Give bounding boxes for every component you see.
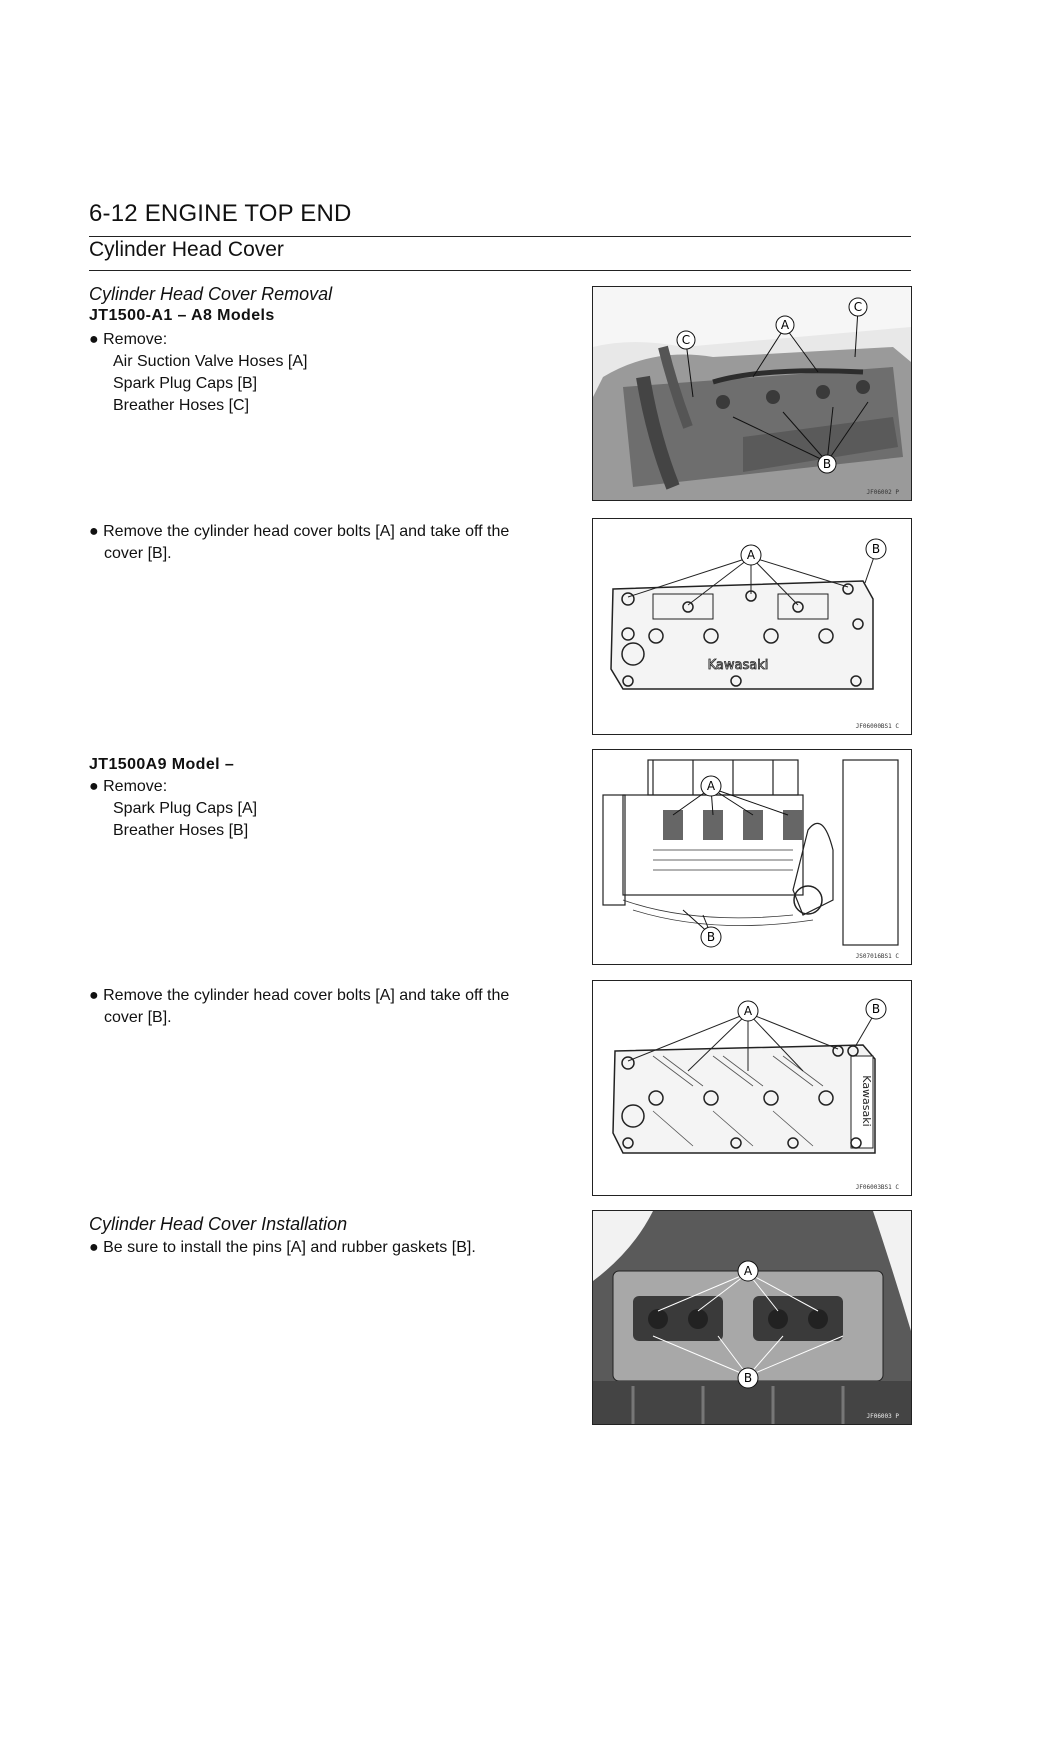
step1-item: Spark Plug Caps [B]	[113, 375, 258, 392]
figure-engine-drawing-a9	[592, 749, 912, 965]
fig3-label-b: B	[706, 930, 716, 944]
model-b-line: JT1500A9 Model –	[89, 756, 235, 773]
install-bullet-text: Be sure to install the pins [A] and rubber gaskets [B].	[103, 1239, 476, 1256]
removal-heading: Cylinder Head Cover Removal	[89, 284, 333, 304]
fig5-label-b: B	[743, 1371, 753, 1385]
step4-line1-text: Remove the cylinder head cover bolts [A] and take off the	[103, 987, 510, 1004]
installation-heading: Cylinder Head Cover Installation	[89, 1214, 348, 1234]
fig1-label-c-right: C	[853, 300, 863, 314]
fig1-label-b: B	[822, 457, 832, 471]
cover-bolts-2-illustration	[593, 981, 911, 1195]
section-rule	[89, 270, 911, 271]
removal-step3	[89, 776, 579, 842]
fig2-label-a: A	[746, 548, 756, 562]
figure-cover-bolts-1	[592, 518, 912, 735]
engine-photo-1-illustration	[593, 287, 911, 500]
fig2-logo: Kawasaki	[707, 658, 769, 673]
installation-photo-illustration	[593, 1211, 911, 1424]
step4-line1: ● Remove the cylinder head cover bolts [A] and take off the	[89, 987, 510, 1004]
step2-line2: cover [B].	[104, 545, 172, 562]
fig5-code: JF06003 P	[866, 1413, 899, 1420]
installation-step1	[89, 1237, 589, 1259]
step3-bullet: ● Remove:	[89, 778, 168, 795]
step1-item: Air Suction Valve Hoses [A]	[113, 353, 308, 370]
removal-step1	[89, 329, 579, 417]
step3-item: Breather Hoses [B]	[113, 822, 249, 839]
fig4-label-b: B	[871, 1002, 881, 1016]
model-a-line: JT1500-A1 – A8 Models	[89, 307, 275, 324]
removal-step4	[89, 985, 589, 1029]
fig1-code: JF06002 P	[866, 489, 899, 496]
section-title: Cylinder Head Cover	[89, 238, 284, 261]
step2-line1-text: Remove the cylinder head cover bolts [A] and take off the	[103, 523, 510, 540]
fig4-code: JF06003BS1 C	[855, 1184, 899, 1191]
engine-drawing-a9-illustration	[593, 750, 911, 964]
fig2-code: JF06000BS1 C	[855, 723, 899, 730]
step3-bullet-text: Remove:	[103, 778, 168, 795]
fig1-label-c-left: C	[681, 333, 691, 347]
step4-line2: cover [B].	[104, 1009, 172, 1026]
step1-bullet-text: Remove:	[103, 331, 168, 348]
step2-line1: ● Remove the cylinder head cover bolts [A] and take off the	[89, 523, 510, 540]
fig3-code: JS07016BS1 C	[855, 953, 899, 960]
fig4-logo: Kawasaki	[860, 1075, 873, 1127]
install-bullet: ● Be sure to install the pins [A] and rubber gaskets [B].	[89, 1239, 476, 1256]
figure-cover-bolts-2	[592, 980, 912, 1196]
fig2-label-b: B	[871, 542, 881, 556]
fig5-label-a: A	[743, 1264, 753, 1278]
page-header: 6-12 ENGINE TOP END	[89, 200, 352, 227]
fig3-label-a: A	[706, 779, 716, 793]
cover-bolts-1-illustration	[593, 519, 911, 734]
step1-item: Breather Hoses [C]	[113, 397, 250, 414]
step3-item: Spark Plug Caps [A]	[113, 800, 258, 817]
step1-bullet: ● Remove:	[89, 331, 168, 348]
figure-installation-photo	[592, 1210, 912, 1425]
fig4-label-a: A	[743, 1004, 753, 1018]
header-rule	[89, 236, 911, 237]
fig1-label-a: A	[780, 318, 790, 332]
removal-step2	[89, 521, 589, 565]
figure-engine-photo-1	[592, 286, 912, 501]
